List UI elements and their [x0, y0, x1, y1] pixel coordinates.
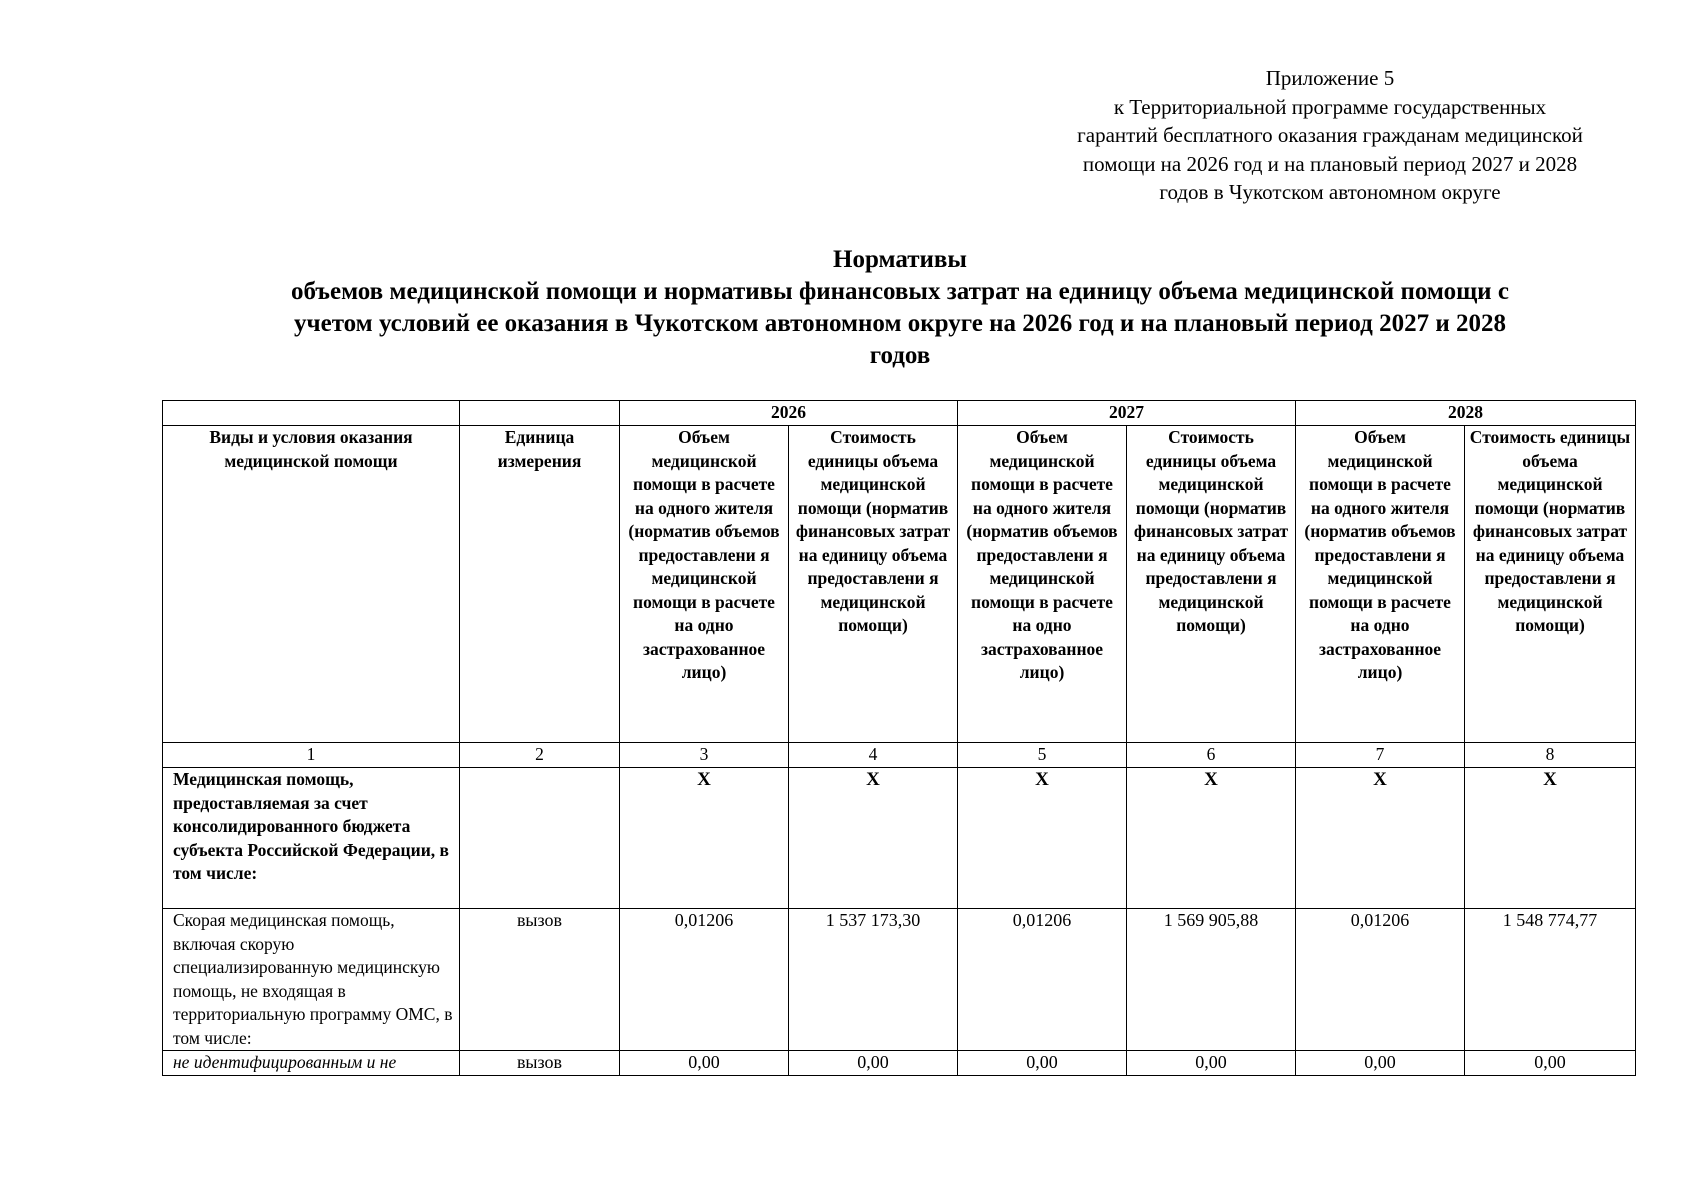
row-name: не идентифицированным и не [163, 1051, 460, 1076]
column-number: 6 [1127, 743, 1296, 768]
title-line: годов [869, 342, 931, 369]
row-value: 0,01206 [620, 909, 789, 1051]
row-value: 0,00 [1465, 1051, 1636, 1076]
row-value: X [789, 768, 958, 909]
volume-header-2027: Объем медицинской помощи в расчете на одного жителя (норматив объемов предоставлени я медицинской помощи в расчете на одно застрахованное лицо) [958, 426, 1127, 743]
row-value: X [1296, 768, 1465, 909]
row-unit: вызов [460, 1051, 620, 1076]
kind-header: Виды и условия оказания медицинской помощи [163, 426, 460, 743]
empty-cell [460, 401, 620, 426]
year-2027-header: 2027 [958, 401, 1296, 426]
year-2026-header: 2026 [620, 401, 958, 426]
column-number: 8 [1465, 743, 1636, 768]
row-value: 1 548 774,77 [1465, 909, 1636, 1051]
row-value: 0,00 [1127, 1051, 1296, 1076]
cost-header-2028: Стоимость единицы объема медицинской помощи (норматив финансовых затрат на единицу объема предоставлени я медицинской помощи) [1465, 426, 1636, 743]
row-value: X [620, 768, 789, 909]
row-name: Скорая медицинская помощь, включая скорую специализированную медицинскую помощь, не входящая в территориальную программу ОМС, в том числе: [163, 909, 460, 1051]
document-title [160, 244, 1640, 372]
title-line: учетом условий ее оказания в Чукотском автономном округе на 2026 год и на плановый период 2027 и 2028 [294, 310, 1506, 337]
row-value: 0,00 [1296, 1051, 1465, 1076]
appendix-line: гарантий бесплатного оказания гражданам медицинской [1077, 123, 1583, 147]
column-number: 3 [620, 743, 789, 768]
row-value: 0,01206 [958, 909, 1127, 1051]
volume-header-2026: Объем медицинской помощи в расчете на одного жителя (норматив объемов предоставлени я медицинской помощи в расчете на одно застрахованное лицо) [620, 426, 789, 743]
row-name: Медицинская помощь, предоставляемая за счет консолидированного бюджета субъекта Российской Федерации, в том числе: [163, 768, 460, 909]
row-value: X [958, 768, 1127, 909]
empty-cell [163, 401, 460, 426]
row-value: X [1465, 768, 1636, 909]
volume-header-2028: Объем медицинской помощи в расчете на одного жителя (норматив объемов предоставлени я медицинской помощи в расчете на одно застрахованное лицо) [1296, 426, 1465, 743]
row-unit [460, 768, 620, 909]
title-line: объемов медицинской помощи и нормативы финансовых затрат на единицу объема медицинской помощи с [291, 278, 1509, 305]
table-row [163, 909, 1636, 1051]
row-value: X [1127, 768, 1296, 909]
title-line: Нормативы [833, 246, 967, 273]
row-value: 0,00 [958, 1051, 1127, 1076]
appendix-line: к Территориальной программе государственных [1113, 94, 1547, 119]
column-header-row [163, 426, 1636, 743]
cost-header-2026: Стоимость единицы объема медицинской помощи (норматив финансовых затрат на единицу объема предоставлени я медицинской помощи) [789, 426, 958, 743]
appendix-block [1000, 64, 1660, 207]
cost-header-2027: Стоимость единицы объема медицинской помощи (норматив финансовых затрат на единицу объема предоставлени я медицинской помощи) [1127, 426, 1296, 743]
appendix-line: помощи на 2026 год и на плановый период 2027 и 2028 [1082, 151, 1578, 176]
row-value: 0,00 [620, 1051, 789, 1076]
column-number: 7 [1296, 743, 1465, 768]
column-number: 4 [789, 743, 958, 768]
year-2028-header: 2028 [1296, 401, 1636, 426]
column-number: 1 [163, 743, 460, 768]
column-number-row [163, 743, 1636, 768]
row-unit: вызов [460, 909, 620, 1051]
year-header-row [163, 401, 1636, 426]
table-row [163, 1051, 1636, 1076]
appendix-line: Приложение 5 [1265, 66, 1395, 90]
norms-table [162, 400, 1636, 1076]
row-value: 1 569 905,88 [1127, 909, 1296, 1051]
row-value: 0,01206 [1296, 909, 1465, 1051]
column-number: 2 [460, 743, 620, 768]
row-value: 1 537 173,30 [789, 909, 958, 1051]
row-value: 0,00 [789, 1051, 958, 1076]
unit-header: Единица измерения [460, 426, 620, 743]
column-number: 5 [958, 743, 1127, 768]
appendix-line: годов в Чукотском автономном округе [1159, 180, 1501, 204]
table-row [163, 768, 1636, 909]
